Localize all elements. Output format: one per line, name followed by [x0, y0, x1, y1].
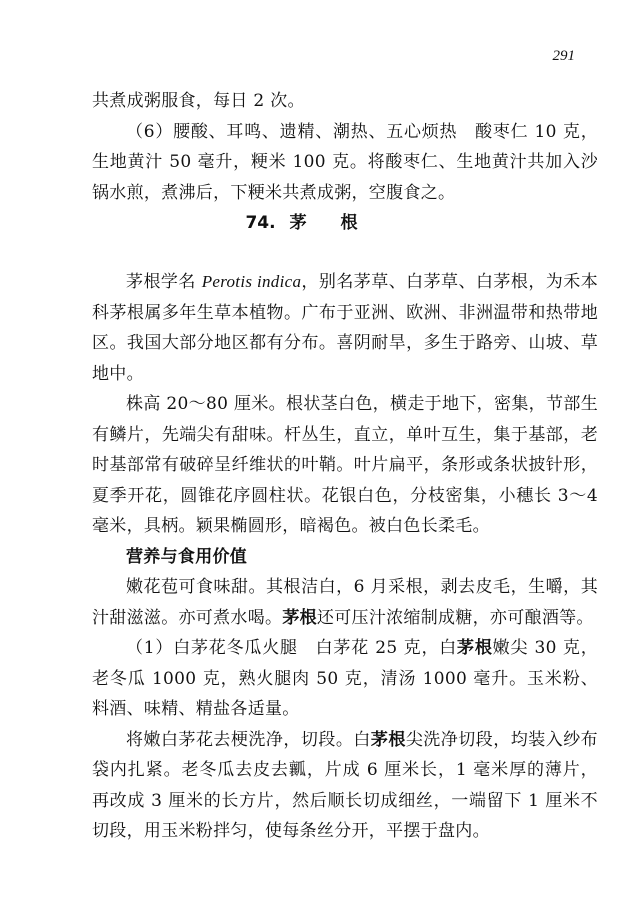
recipe-1-label: （1）白茅花冬瓜火腿 — [126, 638, 298, 658]
intro-text-start: 茅根学名 — [126, 272, 202, 292]
nutrition-text-start: 嫩花苞可食味甜。其根洁白，6 月采根，剥去皮毛，生嚼，其汁甜滋滋。亦可煮水喝。 — [92, 577, 598, 628]
recipe-6-body: 酸枣仁 10 克，生地黄汁 50 毫升，粳米 100 克。将酸枣仁、生地黄汁共加入沙锅水煎，煮沸后，下粳米共煮成粥，空腹食之。 — [92, 121, 598, 203]
scientific-name: Perotis indica — [201, 272, 302, 291]
recipe-1-keyword: 茅根 — [457, 638, 493, 658]
paragraph-recipe-1-method — [92, 725, 598, 847]
paragraph-nutrition — [92, 572, 598, 633]
section-heading — [0, 208, 637, 233]
recipe-1-text-end: 嫩尖 30 克，老冬瓜 1000 克，熟火腿肉 50 克，清汤 1000 毫升。玉米粉、料酒、味精、精盐各适量。 — [92, 638, 598, 719]
nutrition-text-end: 还可压汁浓缩制成糖，亦可酿酒等。 — [316, 607, 594, 628]
method-text-end: 尖洗净切段，均装入纱布袋内扎紧。老冬瓜去皮去瓤，片成 6 厘米长，1 毫米厚的薄片，再改成 3 厘米的长方片，然后顺长切成细丝，一端留下 1 厘米不切段，用玉米粉拌匀，使每条丝分开，平摆于盘内。 — [92, 729, 598, 841]
recipe-1-text-start: 白茅花 25 克，白 — [297, 638, 458, 658]
paragraph-recipe-6 — [92, 117, 598, 209]
section-body — [92, 267, 598, 847]
recipe-6-label: （6）腰酸、耳鸣、遗精、潮热、五心烦热 — [126, 121, 458, 142]
nutrition-keyword: 茅根 — [282, 607, 317, 628]
section-number: 74. — [245, 213, 276, 233]
paragraph-intro — [92, 267, 598, 389]
method-text-start: 将嫩白茅花去梗洗净，切段。白 — [126, 729, 371, 750]
page-number: 291 — [552, 48, 575, 64]
subheading-nutrition: 营养与食用价值 — [126, 546, 248, 567]
paragraph-recipe-end: 共煮成粥服食，每日 2 次。 — [92, 91, 305, 111]
recipe-continuation — [92, 86, 598, 208]
section-name: 茅根 — [289, 213, 392, 233]
intro-text-end: ，别名茅草、白茅草、白茅根，为禾本科茅根属多年生草本植物。广布于亚洲、欧洲、非洲温带和热带地区。我国大部分地区都有分布。喜阴耐旱，多生于路旁、山坡、草地中。 — [92, 272, 598, 384]
method-keyword: 茅根 — [370, 729, 406, 750]
paragraph-recipe-1 — [92, 633, 598, 725]
paragraph-description: 株高 20～80 厘米。根状茎白色，横走于地下，密集，节部生有鳞片，先端尖有甜味。杆丛生，直立，单叶互生，集于基部，老时基部常有破碎呈纤维状的叶鞘。叶片扁平，条形或条状披针形，夏季开花，圆锥花序圆柱状。花银白色，分枝密集，小穗长 3～4 毫米，具柄。颖果椭圆形，暗褐色。被白色长柔毛。 — [92, 394, 598, 536]
